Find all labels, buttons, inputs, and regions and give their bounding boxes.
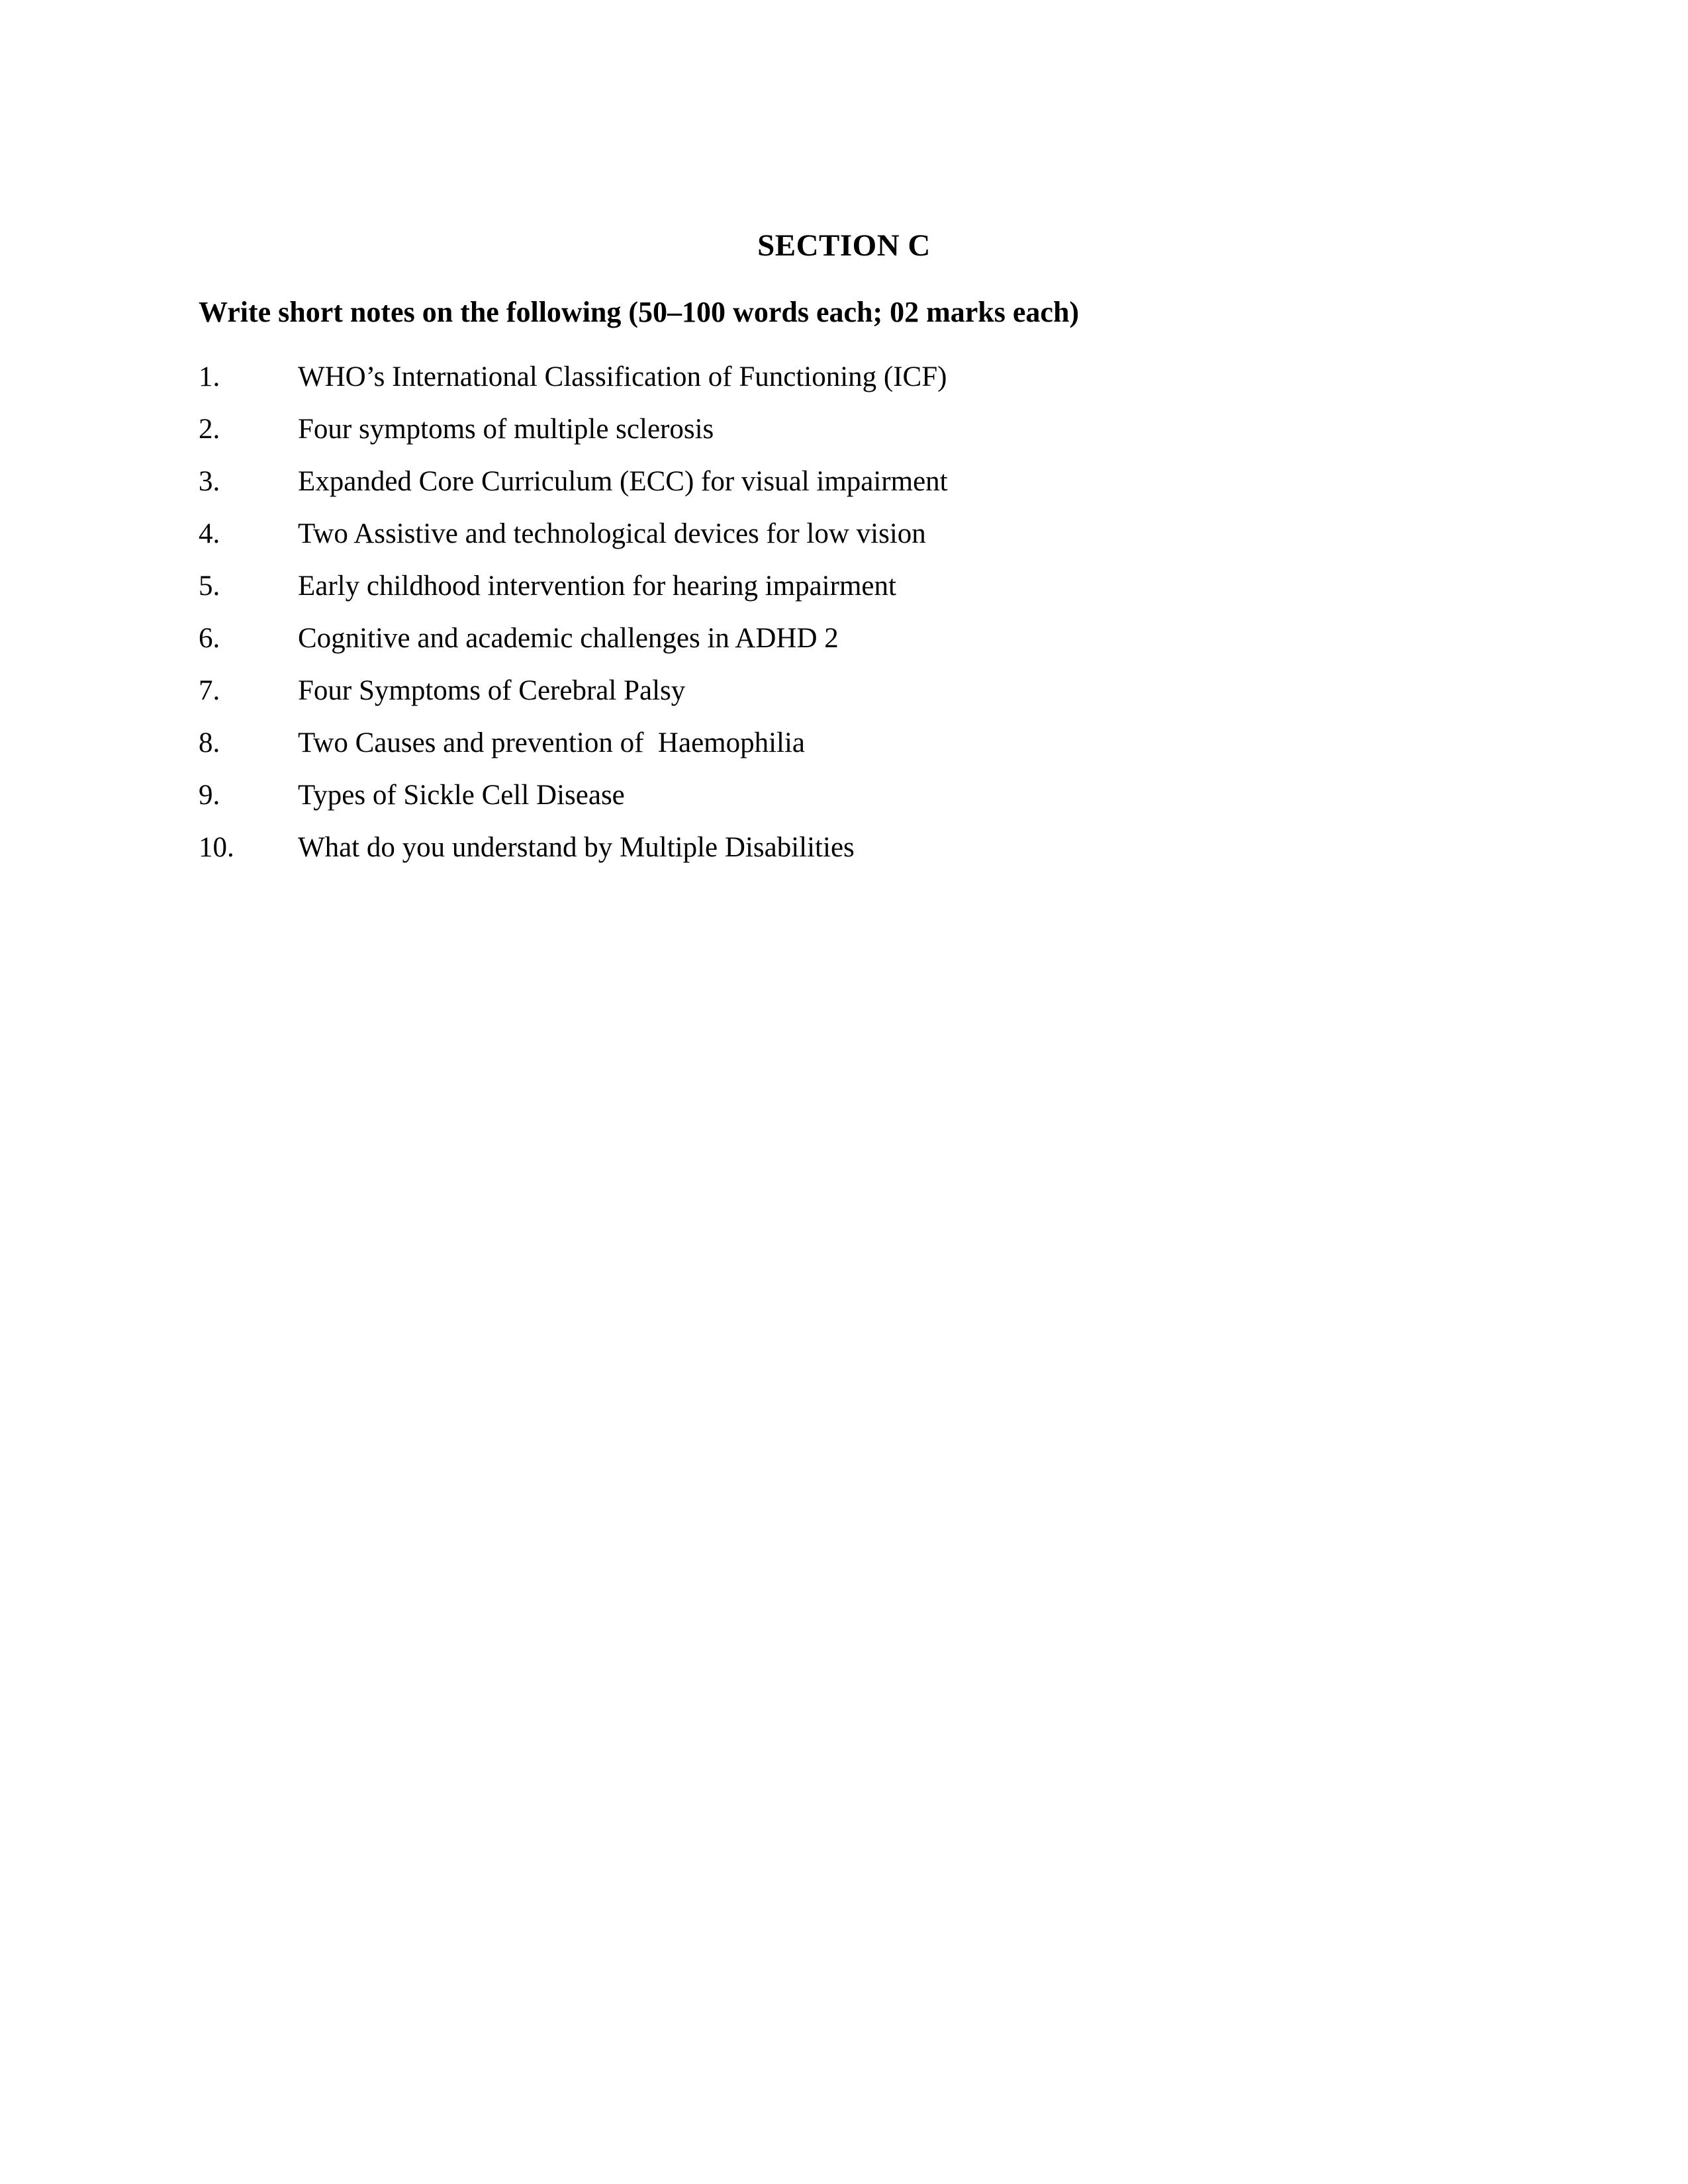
list-item xyxy=(199,833,1489,886)
list-item xyxy=(199,729,1489,781)
list-item-number: 7. xyxy=(199,675,220,706)
list-item-number: 4. xyxy=(199,518,220,549)
list-item-label: WHO’s International Classification of Functioning (ICF) xyxy=(298,361,947,392)
list-item-label: Four symptoms of multiple sclerosis xyxy=(298,414,714,445)
list-item-number: 2. xyxy=(199,414,220,445)
list-item-label: Four Symptoms of Cerebral Palsy xyxy=(298,675,686,706)
list-item xyxy=(199,520,1489,572)
list-item xyxy=(199,572,1489,624)
list-item xyxy=(199,415,1489,467)
list-item-label: What do you understand by Multiple Disabilities xyxy=(298,832,855,863)
short-notes-list xyxy=(199,327,1489,886)
page-content xyxy=(199,0,1489,886)
list-item-label: Types of Sickle Cell Disease xyxy=(298,780,625,811)
list-item-label: Expanded Core Curriculum (ECC) for visual impairment xyxy=(298,466,948,497)
list-item-number: 3. xyxy=(199,466,220,497)
list-item-label: Cognitive and academic challenges in ADHD 2 xyxy=(298,623,839,654)
list-item xyxy=(199,467,1489,520)
list-item-number: 5. xyxy=(199,570,220,602)
list-item-number: 10. xyxy=(199,832,234,863)
list-item-label: Two Causes and prevention of Haemophilia xyxy=(298,727,806,758)
list-item-number: 8. xyxy=(199,727,220,758)
list-item xyxy=(199,363,1489,415)
page-title: SECTION C xyxy=(757,228,931,263)
list-item xyxy=(199,624,1489,676)
list-item-label: Early childhood intervention for hearing impairment xyxy=(298,570,896,602)
list-item-number: 6. xyxy=(199,623,220,654)
list-item-label: Two Assistive and technological devices for low vision xyxy=(298,518,926,549)
instruction-text: Write short notes on the following (50–100 words each; 02 marks each) xyxy=(199,296,1080,328)
list-item xyxy=(199,781,1489,833)
list-item xyxy=(199,676,1489,729)
list-item-number: 9. xyxy=(199,780,220,811)
list-item-number: 1. xyxy=(199,361,220,392)
